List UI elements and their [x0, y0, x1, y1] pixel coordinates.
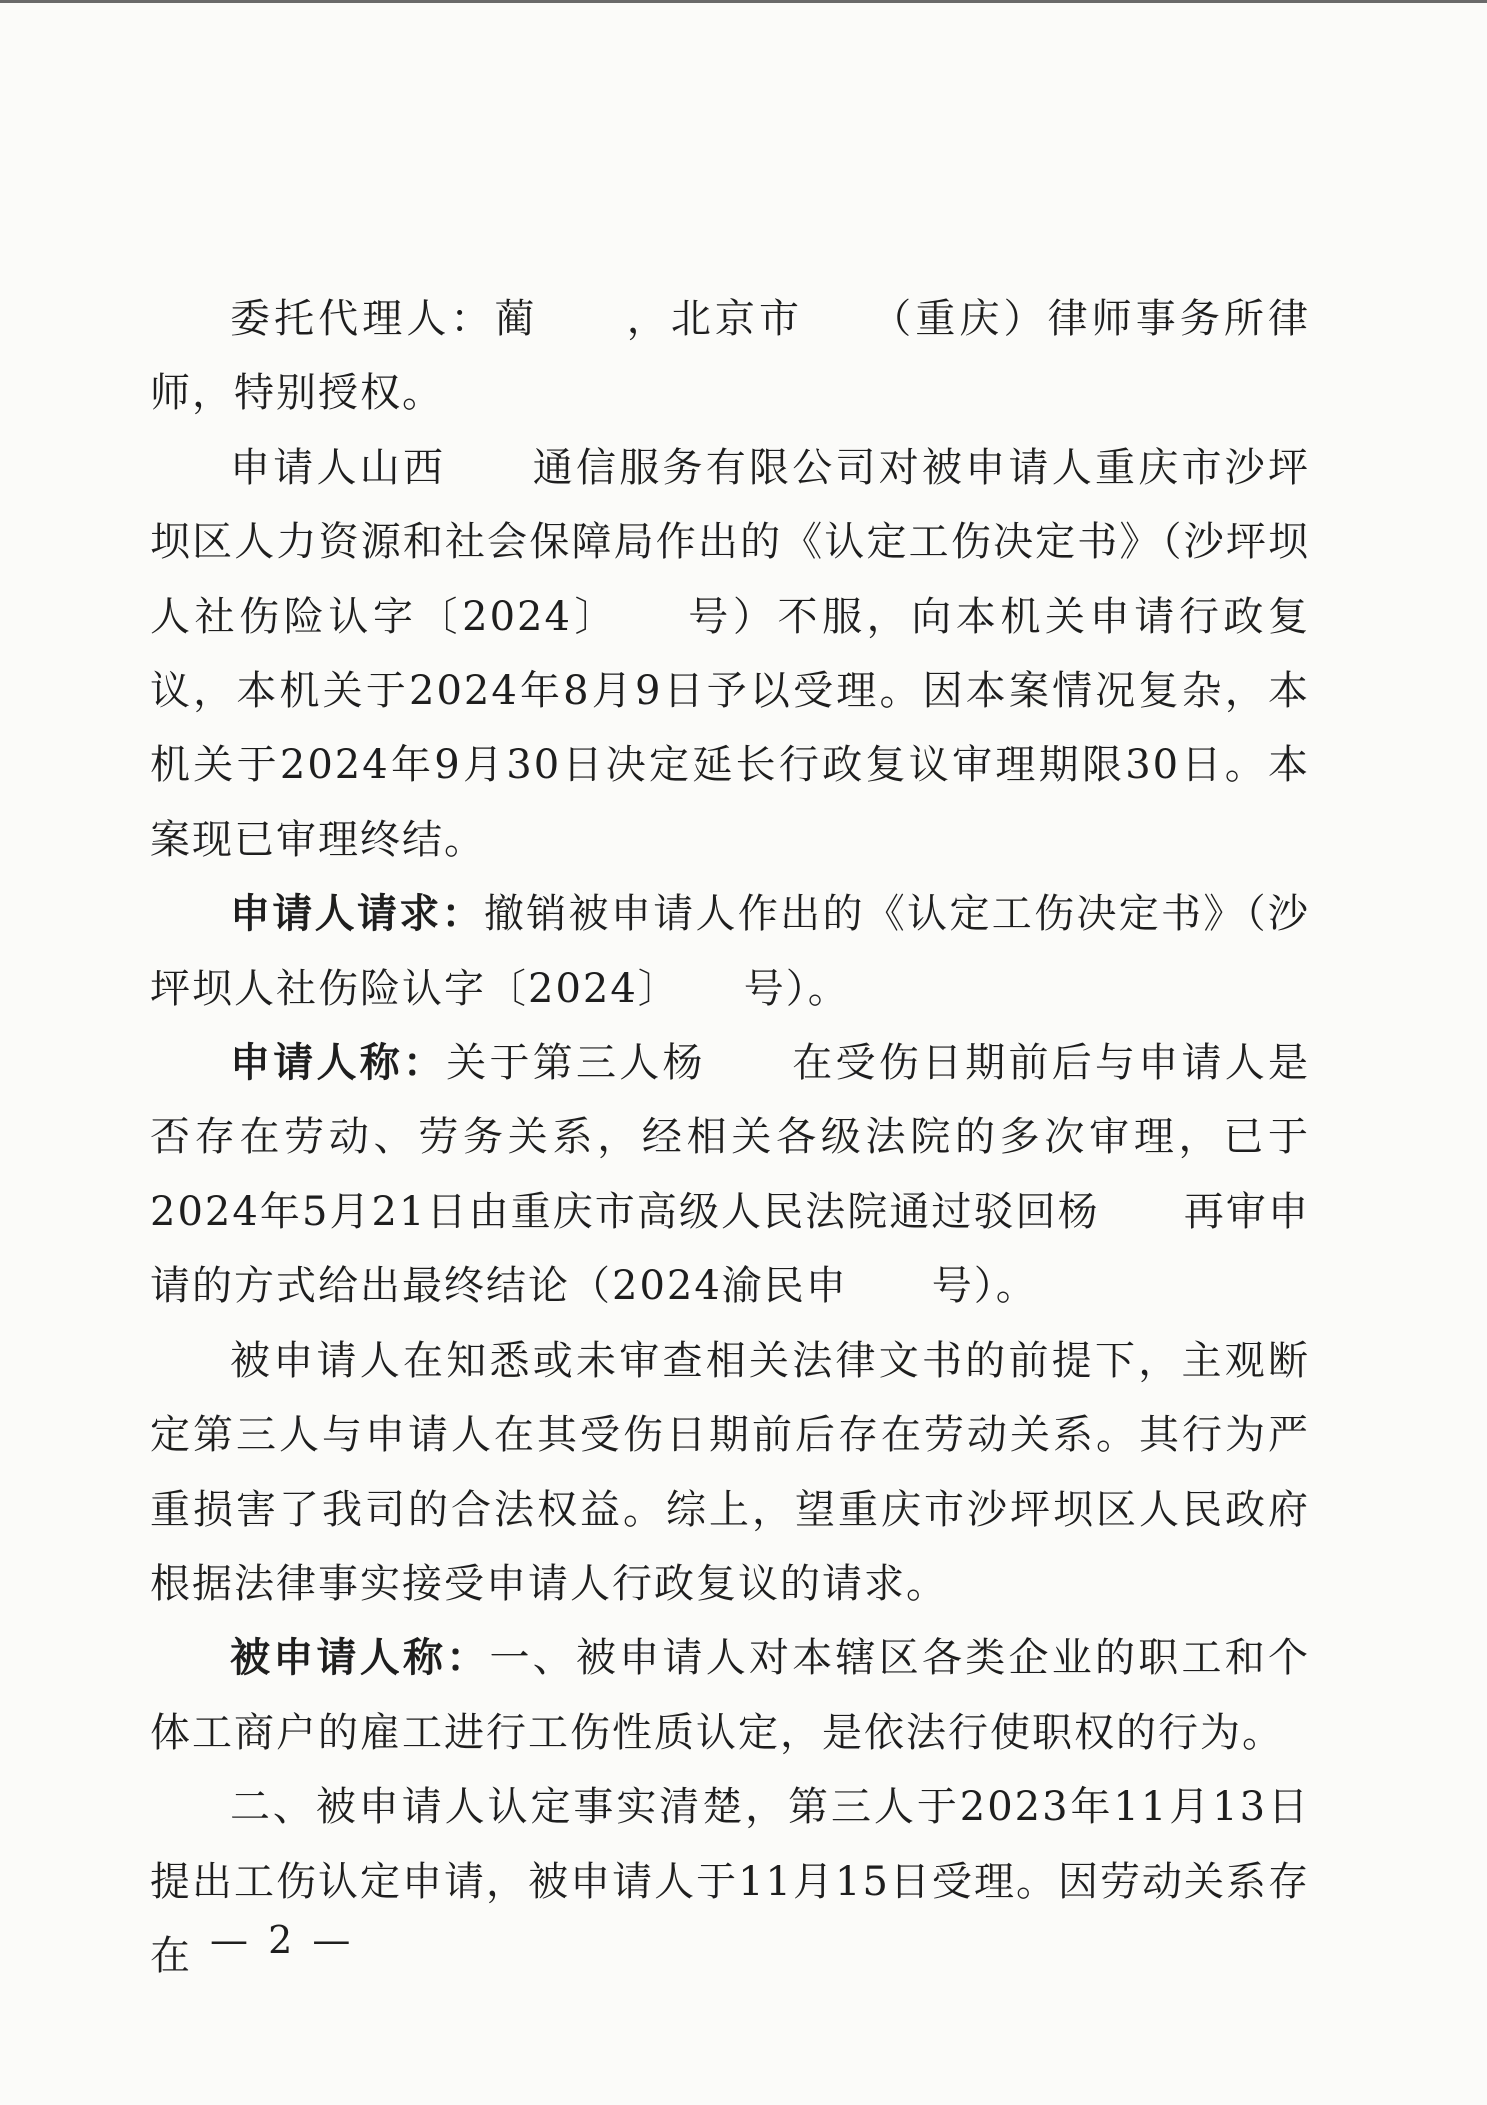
paragraph-text: 一、被申请人对本辖区各类企业的职工和个体工商户的雇工进行工伤性质认定，是依法行使职权的行为。 — [150, 1635, 1310, 1756]
paragraph-case-intro — [150, 431, 1310, 877]
paragraph-text: 委托代理人：蔺 ，北京市 （重庆）律师事务所律师，特别授权。 — [150, 296, 1310, 417]
paragraph-applicant-argument — [150, 1324, 1310, 1622]
paragraph-text: 申请人山西 通信服务有限公司对被申请人重庆市沙坪坝区人力资源和社会保障局作出的《认定工伤决定书》（沙坪坝人社伤险认字〔2024〕 号）不服，向本机关申请行政复议，本机关于2024年8月9日予以受理。因本案情况复杂，本机关于2024年9月30日决定延长行政复议审理期限30日。本案现已审理终结。 — [150, 444, 1310, 863]
paragraph-lead: 申请人称： — [230, 1040, 447, 1087]
paragraph-applicant-request — [150, 877, 1310, 1026]
paragraph-text: 撤销被申请人作出的《认定工伤决定书》（沙坪坝人社伤险认字〔2024〕 号）。 — [150, 891, 1311, 1012]
paragraph-text: 被申请人在知悉或未审查相关法律文书的前提下，主观断定第三人与申请人在其受伤日期前后存在劳动关系。其行为严重损害了我司的合法权益。综上，望重庆市沙坪坝区人民政府根据法律事实接受申请人行政复议的请求。 — [150, 1337, 1310, 1607]
paragraph-text: 二、被申请人认定事实清楚，第三人于2023年11月13日提出工伤认定申请，被申请人于11月15日受理。因劳动关系存在 — [150, 1784, 1310, 1979]
document-body — [150, 282, 1310, 1993]
paragraph-respondent-claim — [150, 1621, 1310, 1770]
page-number: — 2 — — [210, 1918, 355, 1962]
paragraph-text: 关于第三人杨 在受伤日期前后与申请人是否存在劳动、劳务关系，经相关各级法院的多次审理，已于2024年5月21日由重庆市高级人民法院通过驳回杨 再审申请的方式给出最终结论（2024渝民申 号）。 — [150, 1040, 1310, 1310]
top-border-line — [0, 0, 1487, 3]
paragraph-agent — [150, 282, 1310, 431]
paragraph-applicant-claim — [150, 1026, 1310, 1324]
paragraph-lead: 被申请人称： — [230, 1635, 490, 1682]
paragraph-lead: 申请人请求： — [230, 891, 484, 938]
